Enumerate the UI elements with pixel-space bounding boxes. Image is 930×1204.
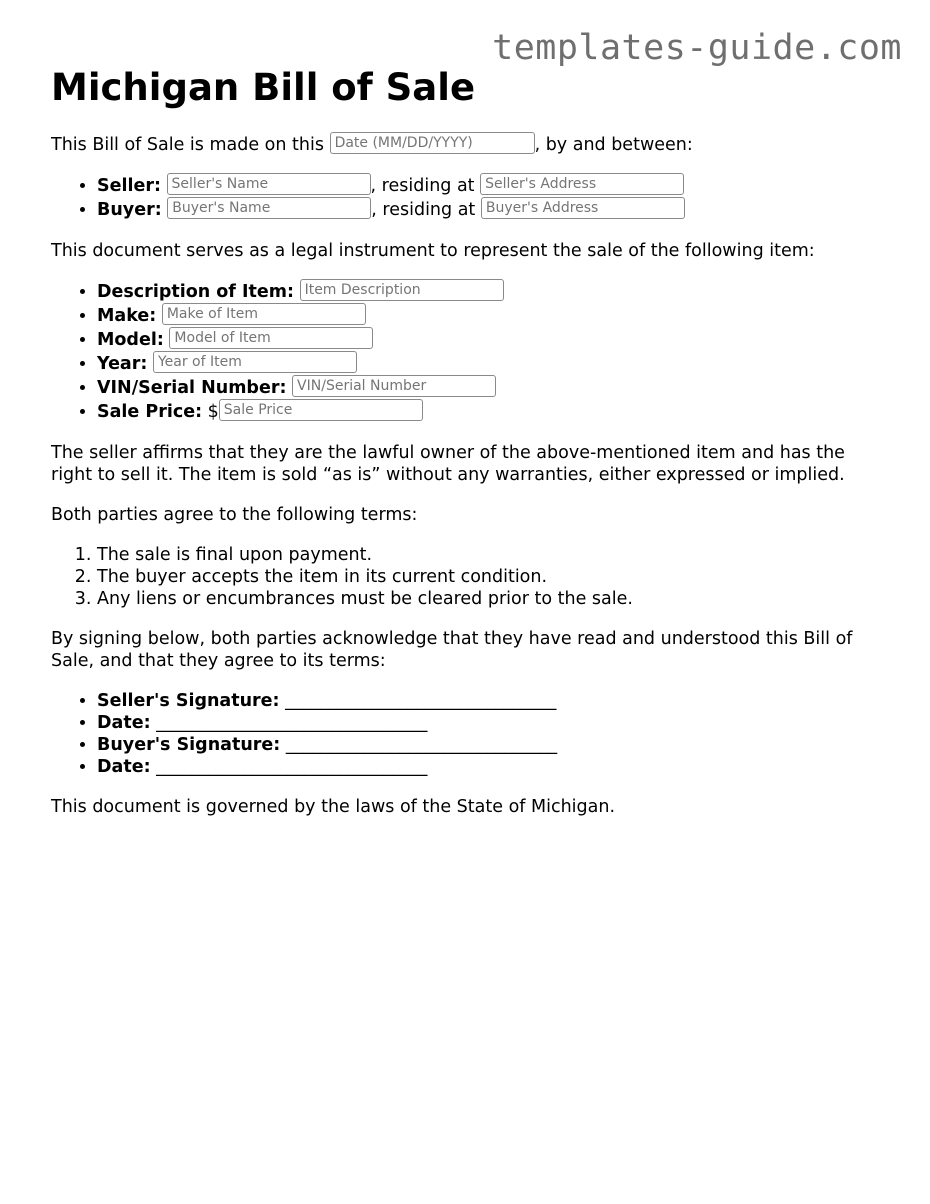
list-item-sale-price [97,400,891,424]
seller-date-line: _______________________________ [156,713,428,733]
seller-residing-text: , residing at [370,176,475,196]
buyer-date-line: _______________________________ [156,757,428,777]
make-label: Make: [97,306,157,326]
list-item-seller [97,174,891,198]
item-description-input[interactable] [300,279,504,301]
seller-label: Seller: [97,176,161,196]
year-input[interactable] [153,351,357,373]
affirmation-paragraph: The seller affirms that they are the lawful owner of the above-mentioned item and has the right to sell it. The item is sold “as is” without any warranties, either expressed or implied. [51,443,845,485]
seller-signature-label: Seller's Signature: [97,691,280,711]
list-item-buyer-signature [97,734,891,756]
acknowledge-paragraph: By signing below, both parties acknowledge that they have read and understood this Bill of Sale, and that they agree to its terms: [51,629,853,671]
buyer-signature-label: Buyer's Signature: [97,735,281,755]
terms-intro-paragraph: Both parties agree to the following terms: [51,505,418,525]
list-item-model [97,328,891,352]
watermark-text: templates-guide.com [492,28,902,68]
seller-name-input[interactable] [167,173,371,195]
document-body [51,64,891,836]
currency-symbol: $ [207,402,219,422]
sale-price-label: Sale Price: [97,402,203,422]
list-item-term: 1. The sale is final upon payment. [97,544,891,566]
list-item-seller-signature [97,690,891,712]
page-title: Michigan Bill of Sale [51,66,476,109]
list-item-vin [97,376,891,400]
seller-address-input[interactable] [480,173,684,195]
model-label: Model: [97,330,164,350]
seller-date-label: Date: [97,713,151,733]
buyer-name-input[interactable] [167,197,371,219]
list-item-term: 2. The buyer accepts the item in its current condition. [97,566,891,588]
list-item-make [97,304,891,328]
vin-label: VIN/Serial Number: [97,378,287,398]
list-item-seller-date [97,712,891,734]
list-item-buyer [97,198,891,222]
parties-list [51,174,891,222]
sale-date-input[interactable] [330,132,535,154]
list-item-year [97,352,891,376]
item-intro-paragraph: This document serves as a legal instrument to represent the sale of the following item: [51,241,815,261]
buyer-signature-line: _______________________________ [285,735,558,755]
intro-paragraph [51,134,891,156]
list-item-description [97,280,891,304]
year-label: Year: [97,354,148,374]
terms-list [51,544,891,610]
buyer-residing-text: , residing at [371,200,476,220]
vin-input[interactable] [292,375,496,397]
make-input[interactable] [162,303,366,325]
list-item-term: 3. Any liens or encumbrances must be cleared prior to the sale. [97,588,891,610]
item-details-list [51,280,891,424]
sale-price-input[interactable] [219,399,423,421]
buyer-address-input[interactable] [481,197,685,219]
buyer-label: Buyer: [97,200,162,220]
signature-list [51,690,891,778]
buyer-date-label: Date: [97,757,151,777]
description-label: Description of Item: [97,282,294,302]
intro-prefix: This Bill of Sale is made on this [51,135,324,155]
seller-signature-line: _______________________________ [285,691,557,711]
list-item-buyer-date [97,756,891,778]
model-input[interactable] [169,327,373,349]
governing-law-paragraph: This document is governed by the laws of the State of Michigan. [51,797,616,817]
intro-suffix: , by and between: [534,135,693,155]
